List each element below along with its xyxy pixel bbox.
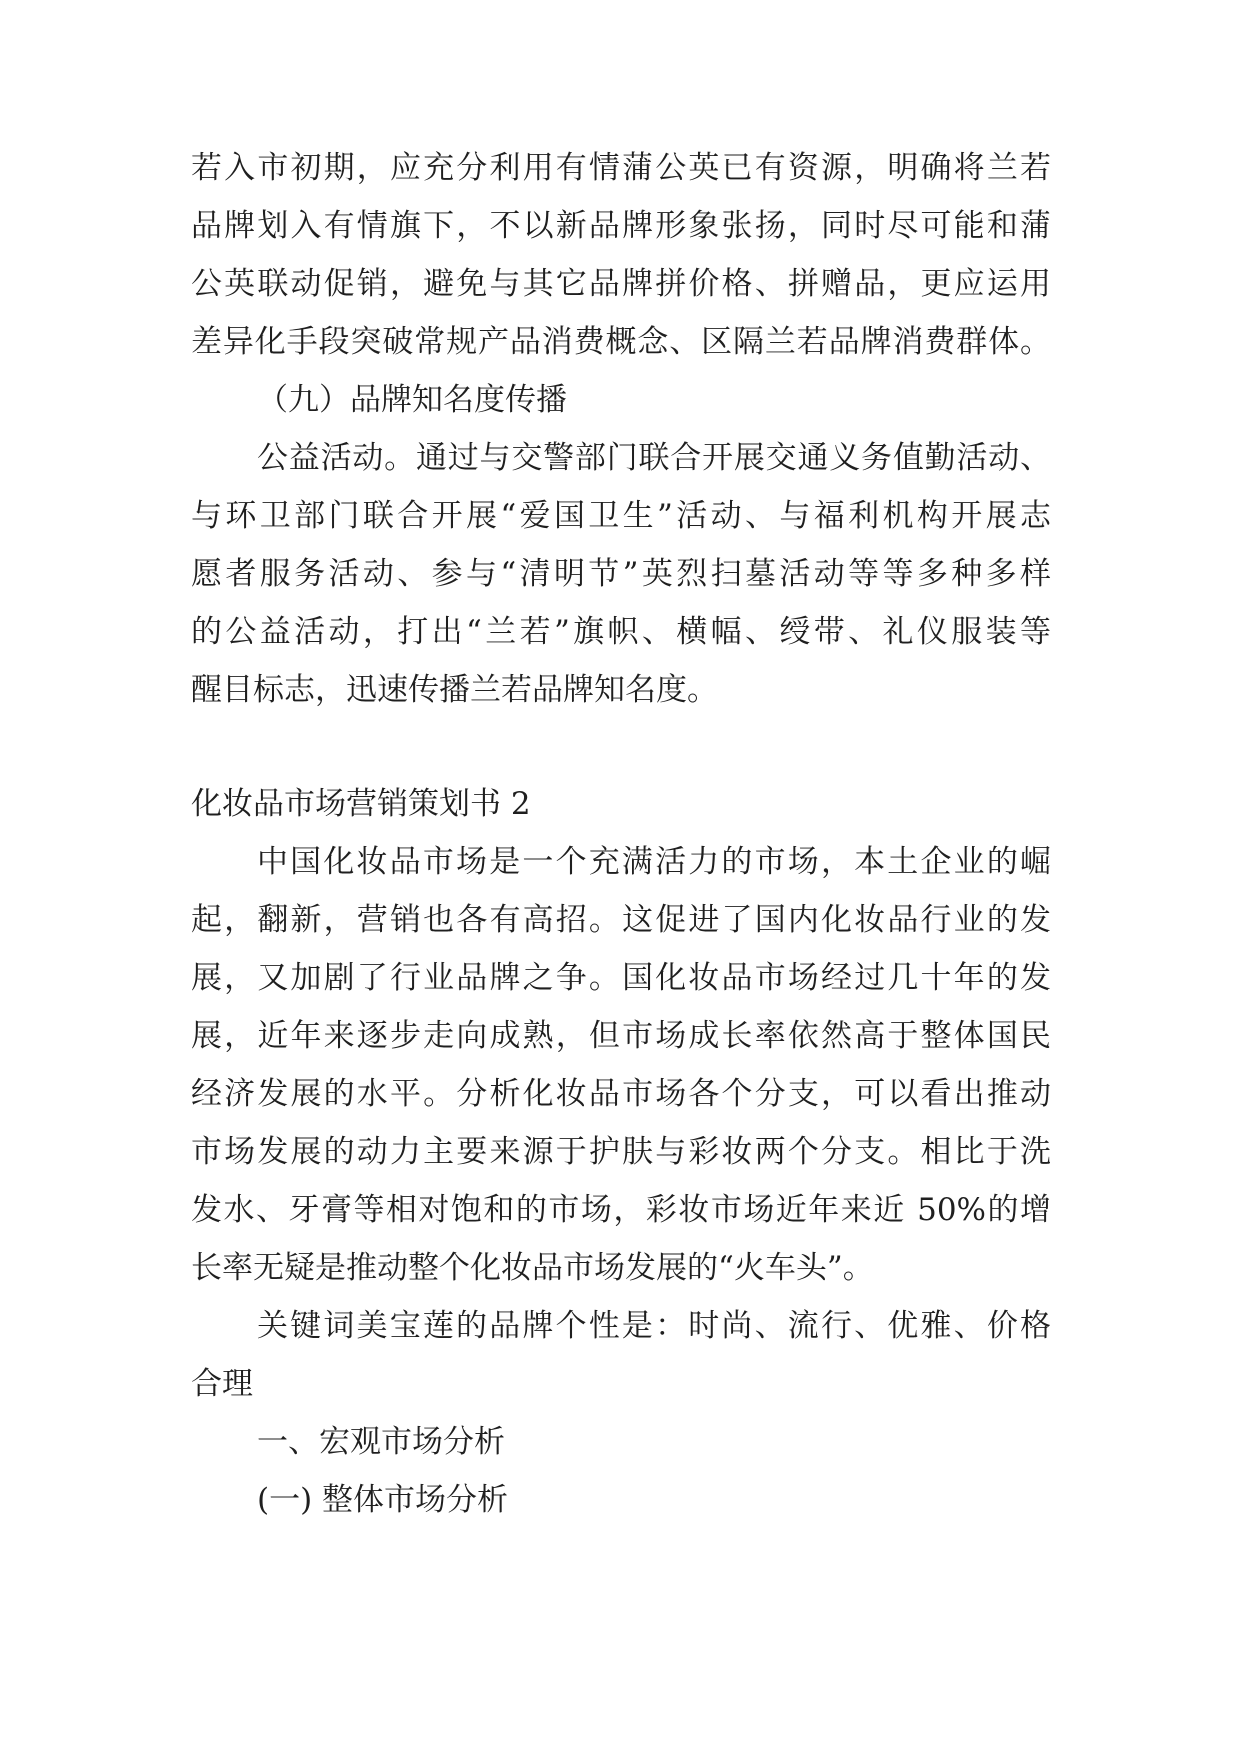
paragraph-line: 展，又加剧了行业品牌之争。国化妆品市场经过几十年的发	[191, 960, 1051, 996]
document-section-title: 化妆品市场营销策划书 2	[191, 786, 531, 822]
paragraph-line: 中国化妆品市场是一个充满活力的市场，本土企业的崛	[257, 844, 1051, 880]
paragraph-line: 合理	[191, 1366, 253, 1402]
paragraph-line: 品牌划入有情旗下，不以新品牌形象张扬，同时尽可能和蒲	[191, 208, 1051, 244]
paragraph-line: 市场发展的动力主要来源于护肤与彩妆两个分支。相比于洗	[191, 1134, 1051, 1170]
paragraph-line: 公英联动促销，避免与其它品牌拼价格、拼赠品，更应运用	[191, 266, 1051, 302]
paragraph-line: 发水、牙膏等相对饱和的市场，彩妆市场近年来近 50%的增	[191, 1192, 1051, 1228]
paragraph-line: 关键词美宝莲的品牌个性是：时尚、流行、优雅、价格	[257, 1308, 1051, 1344]
paragraph-line: 愿者服务活动、参与“清明节”英烈扫墓活动等等多种多样	[191, 556, 1051, 592]
paragraph-line: 长率无疑是推动整个化妆品市场发展的“火车头”。	[191, 1250, 874, 1286]
paragraph-line: 差异化手段突破常规产品消费概念、区隔兰若品牌消费群体。	[191, 324, 1051, 360]
paragraph-line: 展，近年来逐步走向成熟，但市场成长率依然高于整体国民	[191, 1018, 1051, 1054]
paragraph-line: 经济发展的水平。分析化妆品市场各个分支，可以看出推动	[191, 1076, 1051, 1112]
paragraph-line: 与环卫部门联合开展“爱国卫生”活动、与福利机构开展志	[191, 498, 1051, 534]
section-heading: （九）品牌知名度传播	[257, 382, 567, 418]
paragraph-line: 公益活动。通过与交警部门联合开展交通义务值勤活动、	[257, 440, 1051, 476]
subsection-heading: (一) 整体市场分析	[257, 1482, 509, 1518]
section-heading: 一、宏观市场分析	[257, 1424, 505, 1460]
paragraph-line: 的公益活动，打出“兰若”旗帜、横幅、绶带、礼仪服装等	[191, 614, 1051, 650]
paragraph-line: 若入市初期，应充分利用有情蒲公英已有资源，明确将兰若	[191, 150, 1051, 186]
paragraph-line: 起，翻新，营销也各有高招。这促进了国内化妆品行业的发	[191, 902, 1051, 938]
paragraph-line: 醒目标志，迅速传播兰若品牌知名度。	[191, 672, 718, 708]
